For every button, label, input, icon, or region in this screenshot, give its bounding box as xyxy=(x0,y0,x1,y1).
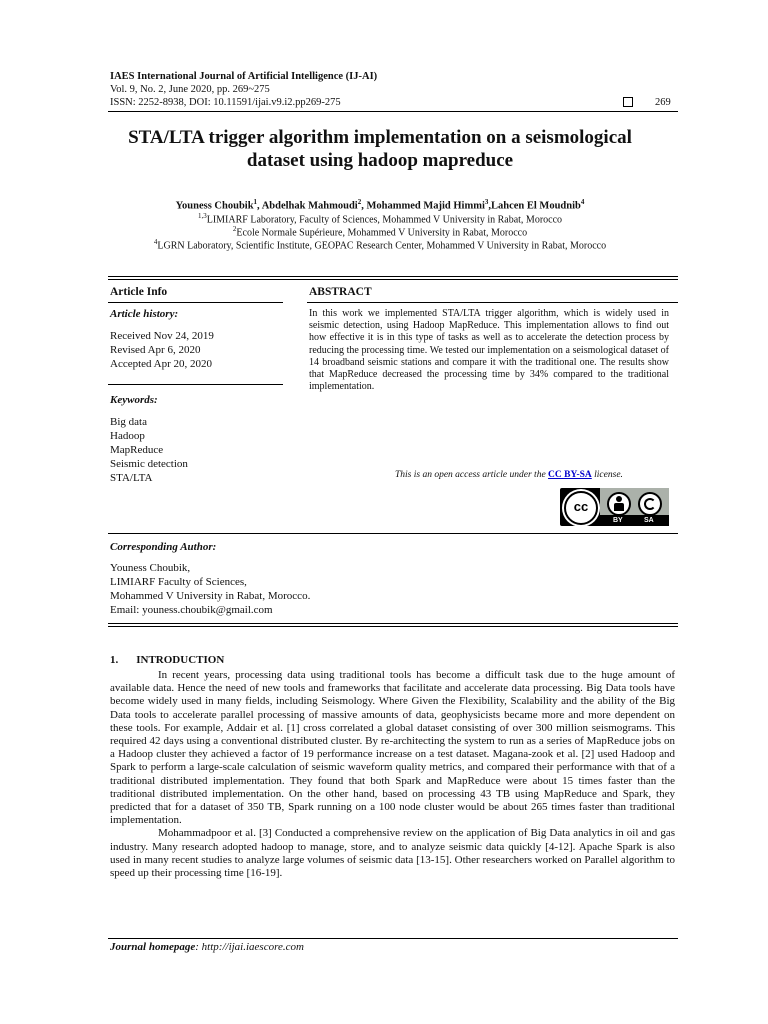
keyword-item: Seismic detection xyxy=(110,458,188,470)
affiliation-1-text: LIMIARF Laboratory, Faculty of Sciences, Mohammed V University in Rabat, Morocco xyxy=(206,214,563,226)
affiliation-3-text: LGRN Laboratory, Scientific Institute, GEOPAC Research Center, Mohammed V University in Rabat, Morocco xyxy=(157,240,607,252)
author-2-sup: 2 xyxy=(357,198,362,206)
creative-commons-icon xyxy=(564,491,598,525)
paper-title xyxy=(80,126,680,172)
header-rule xyxy=(108,111,678,112)
intro-body xyxy=(110,669,675,880)
intro-paragraph-1: In recent years, processing data using traditional tools has become a difficult task due to the huge amount of available data. Hence the need of new tools and frameworks that facilitate and accelerate data processing. Big Data tools have become widely used in many fields, including Seismology. Where Given the Flexibility, Scalability and the ability of the Big Data tools to accelerate parallel processing of massive amounts of data, geophysicists became more and more dependent on these tools. For example, Addair et al. [1] cross correlated a global dataset consisting of over 300 million seismograms. This required 42 days using a conventional distributed cluster. By re-architecting the system to run as a series of MapReduce jobs on a Hadoop cluster they achieved a factor of 19 performance increase on a test dataset. Magana-zook et al. [2] used Hadoop and Spark to perform a large-scale calculation of seismic waveform quality metrics, and compared their performance with that of a traditional distributed implementation. They found that both Spark and MapReduce were about 15 times faster than the traditional distributed implementation. On the other hand, based on processing 43 TB using MapReduce and Spark, they predicted that for a dataset of 350 TB, Spark running on a 100 node cluster would be about 265 times faster than traditional implementation. xyxy=(110,669,675,827)
history-heading: Article history: xyxy=(110,308,179,320)
corresponding-line: LIMIARF Faculty of Sciences, xyxy=(110,576,247,588)
revised-date: Revised Apr 6, 2020 xyxy=(110,344,201,356)
received-date: Received Nov 24, 2019 xyxy=(110,330,214,342)
accepted-date: Accepted Apr 20, 2020 xyxy=(110,358,213,370)
homepage-url[interactable]: : http://ijai.iaescore.com xyxy=(195,941,304,953)
article-info-heading: Article Info xyxy=(110,286,168,298)
share-alike-icon xyxy=(638,492,662,516)
abstract-rule xyxy=(307,302,678,303)
section-number: 1. xyxy=(110,654,119,666)
attribution-icon xyxy=(607,492,631,516)
title-line-2: dataset using hadoop mapreduce xyxy=(246,150,514,171)
article-info-rule xyxy=(108,302,283,303)
abstract-text: In this work we implemented STA/LTA trigger algorithm, which is widely used in seismic detection, using Hadoop MapReduce. This implementation allows to find out how effective it is in this type of tasks as well as to accelerate the detection process by reducing the processing time. We tested our implementation on a seismological dataset of 14 broadband seismic stations and compare it with the traditional one. The results show that MapReduce decreased the processing time by 34% compared to the traditional implementation. xyxy=(309,308,669,393)
info-bottom-rule-2 xyxy=(108,626,678,627)
info-top-rule-2 xyxy=(108,279,678,280)
footer-rule xyxy=(108,938,678,939)
license-prefix: This is an open access article under the xyxy=(395,470,549,480)
author-3: , Mohammed Majid Himmi xyxy=(361,200,485,212)
affiliation-2-text: Ecole Normale Supérieure, Mohammed V University in Rabat, Morocco xyxy=(236,227,528,239)
affiliation-3-sup: 4 xyxy=(153,238,158,246)
author-1-sup: 1 xyxy=(253,198,258,206)
cc-by-label: BY xyxy=(613,517,623,524)
affiliation-2-sup: 2 xyxy=(232,225,237,233)
affiliation-3 xyxy=(80,236,680,253)
corresponding-line: Youness Choubik, xyxy=(110,562,191,574)
info-top-rule-1 xyxy=(108,276,678,277)
license-line xyxy=(395,470,623,480)
keywords-heading: Keywords: xyxy=(110,394,158,406)
page-number: 269 xyxy=(655,97,671,108)
corresponding-email: Email: youness.choubik@gmail.com xyxy=(110,604,273,616)
author-1: Youness Choubik xyxy=(175,200,254,212)
info-bottom-rule-1 xyxy=(108,623,678,624)
section-heading xyxy=(110,654,224,666)
journal-homepage xyxy=(110,941,304,953)
corresponding-line: Mohammed V University in Rabat, Morocco. xyxy=(110,590,311,602)
keyword-item: Hadoop xyxy=(110,430,145,442)
volume-info: Vol. 9, No. 2, June 2020, pp. 269~275 xyxy=(110,84,270,95)
issn-doi: ISSN: 2252-8938, DOI: 10.11591/ijai.v9.i2.pp269-275 xyxy=(110,97,341,108)
author-2: , Abdelhak Mahmoudi xyxy=(257,200,358,212)
cc-icon-text: cc xyxy=(573,499,589,514)
keyword-item: MapReduce xyxy=(110,444,164,456)
keyword-item: Big data xyxy=(110,416,147,428)
cc-badge-labels xyxy=(600,515,669,526)
author-3-sup: 3 xyxy=(484,198,489,206)
homepage-label: Journal homepage xyxy=(110,941,196,953)
section-title: INTRODUCTION xyxy=(136,654,225,666)
keyword-item: STA/LTA xyxy=(110,472,153,484)
cc-by-sa-link[interactable]: CC BY-SA xyxy=(548,470,592,480)
journal-name: IAES International Journal of Artificial Intelligence (IJ-AI) xyxy=(110,71,378,82)
author-4-sup: 4 xyxy=(580,198,585,206)
affiliation-1-sup: 1,3 xyxy=(197,212,207,220)
corresponding-rule xyxy=(108,533,678,534)
title-line-1: STA/LTA trigger algorithm implementation on a seismological xyxy=(128,127,632,148)
square-icon xyxy=(623,97,633,107)
intro-paragraph-2: Mohammadpoor et al. [3] Conducted a comprehensive review on the application of Big Data analytics in oil and gas industry. Many research adopted hadoop to manage, store, and to analyze seismic data quickly [4-12]. Apache Spark is also used in many recent studies to analyze large volumes of seismic data [13-15]. Other researchers worked on Parallel algorithm to speed up their processing time [16-19]. xyxy=(110,827,675,880)
history-rule xyxy=(108,384,283,385)
author-4: ,Lahcen El Moudnib xyxy=(488,200,581,212)
cc-sa-label: SA xyxy=(644,517,654,524)
cc-by-sa-badge[interactable] xyxy=(560,488,669,526)
license-suffix: license. xyxy=(591,470,623,480)
corresponding-heading: Corresponding Author: xyxy=(110,541,217,553)
abstract-heading: ABSTRACT xyxy=(309,286,372,298)
